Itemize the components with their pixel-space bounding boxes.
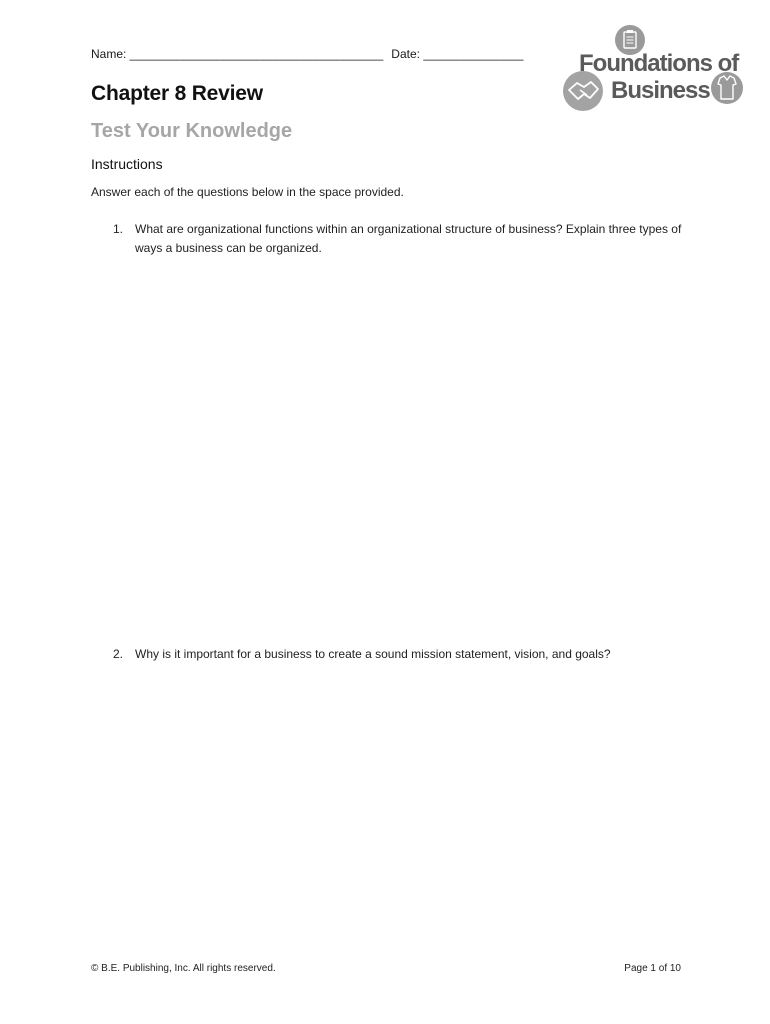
name-field[interactable]: Name: ______________________________________ [91,47,384,61]
foundations-of-business-logo [560,24,745,116]
question-number: 2. [113,647,124,661]
footer-page-number: Page 1 of 10 [624,963,681,974]
question-number: 1. [113,222,124,236]
date-field[interactable]: Date: _______________ [391,47,524,61]
section-title: Test Your Knowledge [91,120,293,142]
question-text: What are organizational functions within an organizational structure of business? Explain three types of ways a business can be organized. [135,222,682,255]
question-2 [113,645,683,664]
handshake-icon [563,71,603,111]
logo-line1: Foundations of [579,50,739,77]
page-title: Chapter 8 Review [91,82,263,105]
instructions-heading: Instructions [91,156,163,172]
logo-line2: Business [611,77,710,104]
footer-copyright: © B.E. Publishing, Inc. All rights reserved. [91,963,276,974]
name-date-line [91,47,523,61]
question-1 [113,220,683,257]
question-text: Why is it important for a business to create a sound mission statement, vision, and goals? [135,647,611,661]
instructions-text: Answer each of the questions below in the space provided. [91,185,404,199]
